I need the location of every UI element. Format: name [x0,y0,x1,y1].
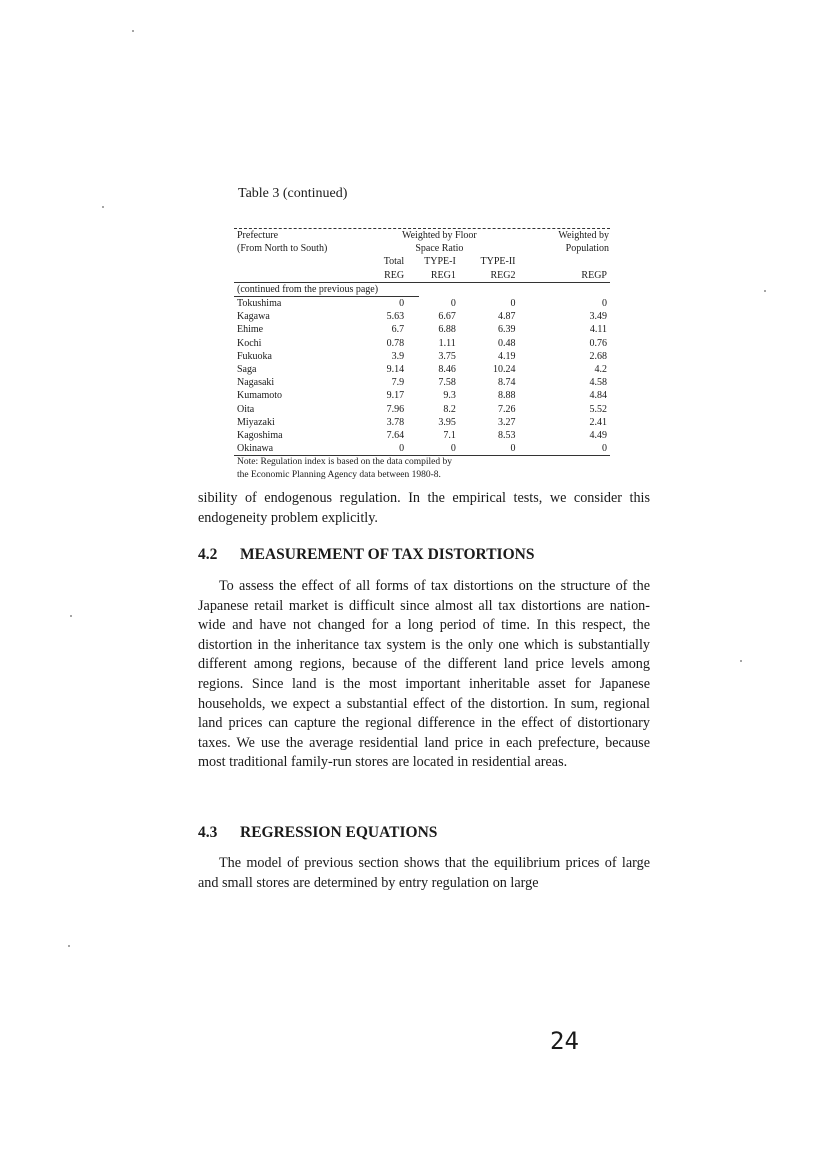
cell-reg1: 8.2 [443,403,456,415]
section-4-3-body [198,854,650,893]
cell-reg2: 10.24 [492,364,516,376]
section-4-2-body [198,577,650,773]
cell-reg: 5.63 [386,311,405,323]
section-number: 4.2 [198,546,218,563]
scan-speck [764,290,766,292]
table-caption: Table 3 (continued) [238,186,348,201]
cell-reg2: 4.87 [497,311,516,323]
header-floor-group: Weighted by Floor [401,230,477,241]
header-type2: TYPE-II [480,256,516,268]
header-row-3 [234,255,610,268]
header-prefecture-sub: (From North to South) [237,243,328,255]
cell-prefecture: Saga [237,364,257,376]
cell-reg: 9.17 [386,390,405,402]
scan-speck [70,615,72,617]
cell-reg: 0.78 [386,337,405,349]
cell-reg1: 6.67 [438,311,456,323]
table-row [234,363,610,376]
section-title: REGRESSION EQUATIONS [240,824,438,841]
section-4-3-paragraph: The model of previous section shows that the equilibrium prices of large and small stores are determined by entry regulation on large [198,855,650,891]
cell-reg: 9.14 [386,364,405,376]
cell-prefecture: Kagawa [237,311,270,323]
table-row [234,310,610,323]
cell-regp: 5.52 [589,403,607,415]
cell-prefecture: Tokushima [237,298,282,310]
scan-speck [740,660,742,662]
header-total: Total [383,256,405,268]
header-row-1 [234,229,610,242]
table-row [234,376,610,389]
cell-reg2: 7.26 [497,403,516,415]
cell-regp: 2.68 [589,350,607,362]
header-pop-group-sub: Population [565,243,609,255]
cell-regp: 0 [601,443,607,455]
cell-prefecture: Miyazaki [237,416,275,428]
cell-regp: 3.49 [589,311,607,323]
scan-speck [132,30,134,32]
cell-reg2: 0.48 [497,337,516,349]
cell-reg2: 0 [510,443,516,455]
cell-reg: 6.7 [391,324,405,336]
cell-reg: 7.96 [386,403,405,415]
table-row [234,297,610,310]
table-row [234,416,610,429]
cell-reg: 3.9 [391,350,405,362]
section-number: 4.3 [198,824,218,841]
cell-reg: 7.9 [391,377,405,389]
section-title: MEASUREMENT OF TAX DISTORTIONS [240,546,535,563]
intro-paragraph-block [198,489,650,528]
header-reg1: REG1 [430,269,456,281]
cell-regp: 4.2 [594,364,607,376]
table-row [234,337,610,350]
cell-reg2: 8.74 [497,377,516,389]
table-row [234,323,610,336]
section-4-2-paragraph: To assess the effect of all forms of tax distortions on the structure of the Japanese retail market is difficult since almost all tax distortions are nation-wide and have not changed for a long period of time. In this respect, the distortion in the inheritance tax system is the only one which is substantially different among regions, because of the different land price levels among regions. Since land is the most important inheritable asset for Japanese households, we expect a substantial effect of the distortion. In sum, regional land prices can capture the regional difference in the effect of distortionary taxes. We use the average residential land price in each prefecture, because most traditional family-run stores are located in residential areas. [198,578,650,771]
cell-prefecture: Nagasaki [237,377,275,389]
section-4-3-heading [198,824,437,842]
intro-paragraph: sibility of endogenous regulation. In the empirical tests, we consider this endogeneity problem explicitly. [198,490,650,526]
cell-reg1: 9.3 [443,390,456,402]
header-prefecture: Prefecture [237,230,279,241]
cell-reg2: 3.27 [497,416,516,428]
cell-prefecture: Kagoshima [237,430,283,442]
cell-prefecture: Kochi [237,337,262,349]
cell-reg1: 3.95 [438,416,456,428]
cell-prefecture: Ehime [237,324,264,336]
cell-regp: 4.58 [589,377,607,389]
page-number: 24 [550,1027,579,1055]
cell-prefecture: Okinawa [237,443,274,455]
cell-reg1: 7.58 [438,377,456,389]
table-body [234,297,610,455]
cell-regp: 4.49 [589,430,607,442]
header-regp: REGP [581,269,607,281]
header-row-2 [234,242,610,255]
cell-reg: 3.78 [386,416,405,428]
header-reg2: REG2 [490,269,516,281]
cell-reg: 7.64 [386,430,405,442]
cell-prefecture: Kumamoto [237,390,282,402]
header-floor-group-sub: Space Ratio [415,243,464,255]
cell-prefecture: Fukuoka [237,350,272,362]
cell-reg: 0 [399,443,405,455]
cell-reg2: 0 [510,298,516,310]
cell-regp: 2.41 [589,416,607,428]
cell-reg2: 6.39 [497,324,516,336]
cell-reg2: 8.53 [497,430,516,442]
table-note-line2: the Economic Planning Agency data between 1980-8. [237,469,441,480]
cell-reg: 0 [399,298,405,310]
table-note-line1: Note: Regulation index is based on the data compiled by [237,457,453,468]
cell-regp: 4.11 [589,324,607,336]
table-row [234,429,610,442]
scan-speck [68,945,70,947]
regulation-table [234,228,610,481]
cell-reg2: 8.88 [497,390,516,402]
cell-reg1: 7.1 [443,430,456,442]
cell-regp: 0.76 [589,337,607,349]
header-reg: REG [384,269,405,281]
header-row-4 [234,269,610,282]
cell-regp: 0 [601,298,607,310]
cell-regp: 4.84 [589,390,607,402]
cell-reg1: 1.11 [438,337,456,349]
table-row [234,350,610,363]
header-type1: TYPE-I [424,256,456,268]
table-row [234,389,610,402]
cell-reg1: 0 [450,298,456,310]
scan-speck [102,206,104,208]
cell-reg1: 6.88 [438,324,456,336]
cell-reg2: 4.19 [497,350,516,362]
continued-note: (continued from the previous page) [234,283,419,297]
cell-prefecture: Oita [237,403,255,415]
cell-reg1: 0 [450,443,456,455]
cell-reg1: 3.75 [438,350,456,362]
table-row [234,442,610,455]
table-row [234,403,610,416]
header-pop-group: Weighted by [558,230,609,241]
section-4-2-heading [198,546,534,564]
cell-reg1: 8.46 [438,364,456,376]
